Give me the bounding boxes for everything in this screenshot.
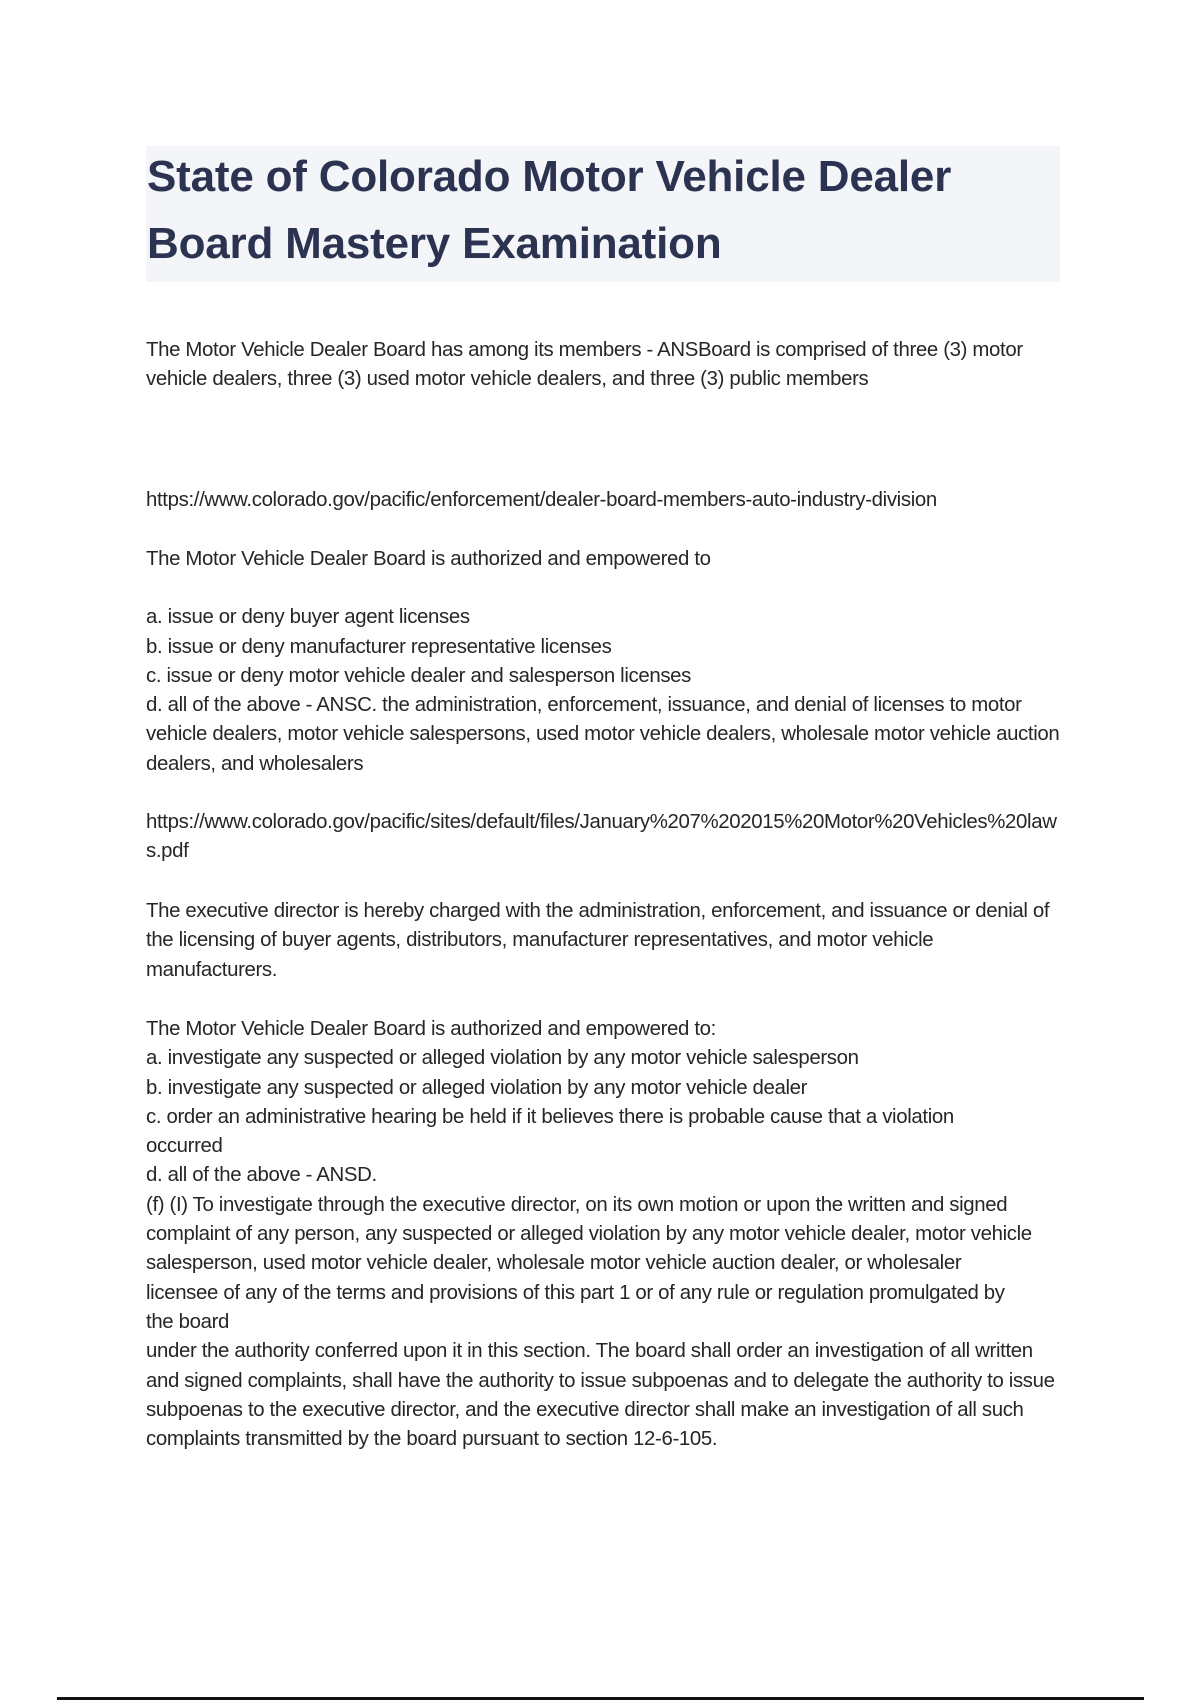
question-4-option-d-answer: d. all of the above - ANSD. xyxy=(146,1164,377,1187)
reference-link-2[interactable]: https://www.colorado.gov/pacific/sites/default/files/January%207%202015%20Motor%20Vehicles%20laws.pdf xyxy=(146,811,1057,863)
reference-link-1-block xyxy=(146,486,1066,515)
question-4-explanation-1: (f) (I) To investigate through the executive director, on its own motion or upon the written and signed complaint of any person, any suspected or alleged violation by any motor vehicle dealer, motor vehicle xyxy=(146,1193,1032,1246)
question-4-option-a: a. investigate any suspected or alleged violation by any motor vehicle salesperson xyxy=(146,1047,859,1070)
question-2-option-a: a. issue or deny buyer agent licenses xyxy=(146,606,470,629)
question-2-option-c: c. issue or deny motor vehicle dealer and salesperson licenses xyxy=(146,664,692,687)
question-4-stem: The Motor Vehicle Dealer Board is authorized and empowered to: xyxy=(146,1018,716,1040)
question-2-option-b: b. issue or deny manufacturer representative licenses xyxy=(146,635,612,658)
reference-link-1[interactable]: https://www.colorado.gov/pacific/enforcement/dealer-board-members-auto-industry-division xyxy=(146,489,937,511)
question-4-explanation-3: under the authority conferred upon it in this section. The board shall order an investigation of all written and signed complaints, shall have the authority to issue subpoenas and to delegate the authority to issue subpoenas to the executive director, and the executive director shall make an investigation of all such complaints transmitted by the board pursuant to section 12-6-105. xyxy=(146,1340,1055,1451)
question-2-stem: The Motor Vehicle Dealer Board is authorized and empowered to xyxy=(146,548,711,570)
question-2 xyxy=(146,545,1066,779)
page-title: State of Colorado Motor Vehicle Dealer Board Mastery Examination xyxy=(147,152,952,268)
question-4 xyxy=(146,1015,1066,1454)
question-2-option-d-answer: d. all of the above - ANSC. the administration, enforcement, issuance, and denial of licenses to motor vehicle dealers, motor vehicle salespersons, used motor vehicle dealers, wholesale motor vehicle auction dealers, and wholesalers xyxy=(146,694,1060,775)
paragraph-executive-director xyxy=(146,897,1066,985)
question-4-option-b: b. investigate any suspected or alleged violation by any motor vehicle dealer xyxy=(146,1076,808,1099)
question-1-text: The Motor Vehicle Dealer Board has among its members - ANSBoard is comprised of three (3) motor vehicle dealers, three (3) used motor vehicle dealers, and three (3) public members xyxy=(146,339,1023,391)
reference-link-2-block xyxy=(146,808,1066,867)
question-4-option-c: c. order an administrative hearing be held if it believes there is probable cause that a violation occurred xyxy=(146,1105,954,1158)
executive-director-text: The executive director is hereby charged with the administration, enforcement, and issuance or denial of the licensing of buyer agents, distributors, manufacturer representatives, and motor vehicle manufacturers. xyxy=(146,900,1050,981)
question-1 xyxy=(146,336,1066,395)
question-4-explanation-2: salesperson, used motor vehicle dealer, wholesale motor vehicle auction dealer, or wholesaler licensee of any of the terms and provisions of this part 1 or of any rule or regulation promulgated by the board xyxy=(146,1252,1005,1333)
